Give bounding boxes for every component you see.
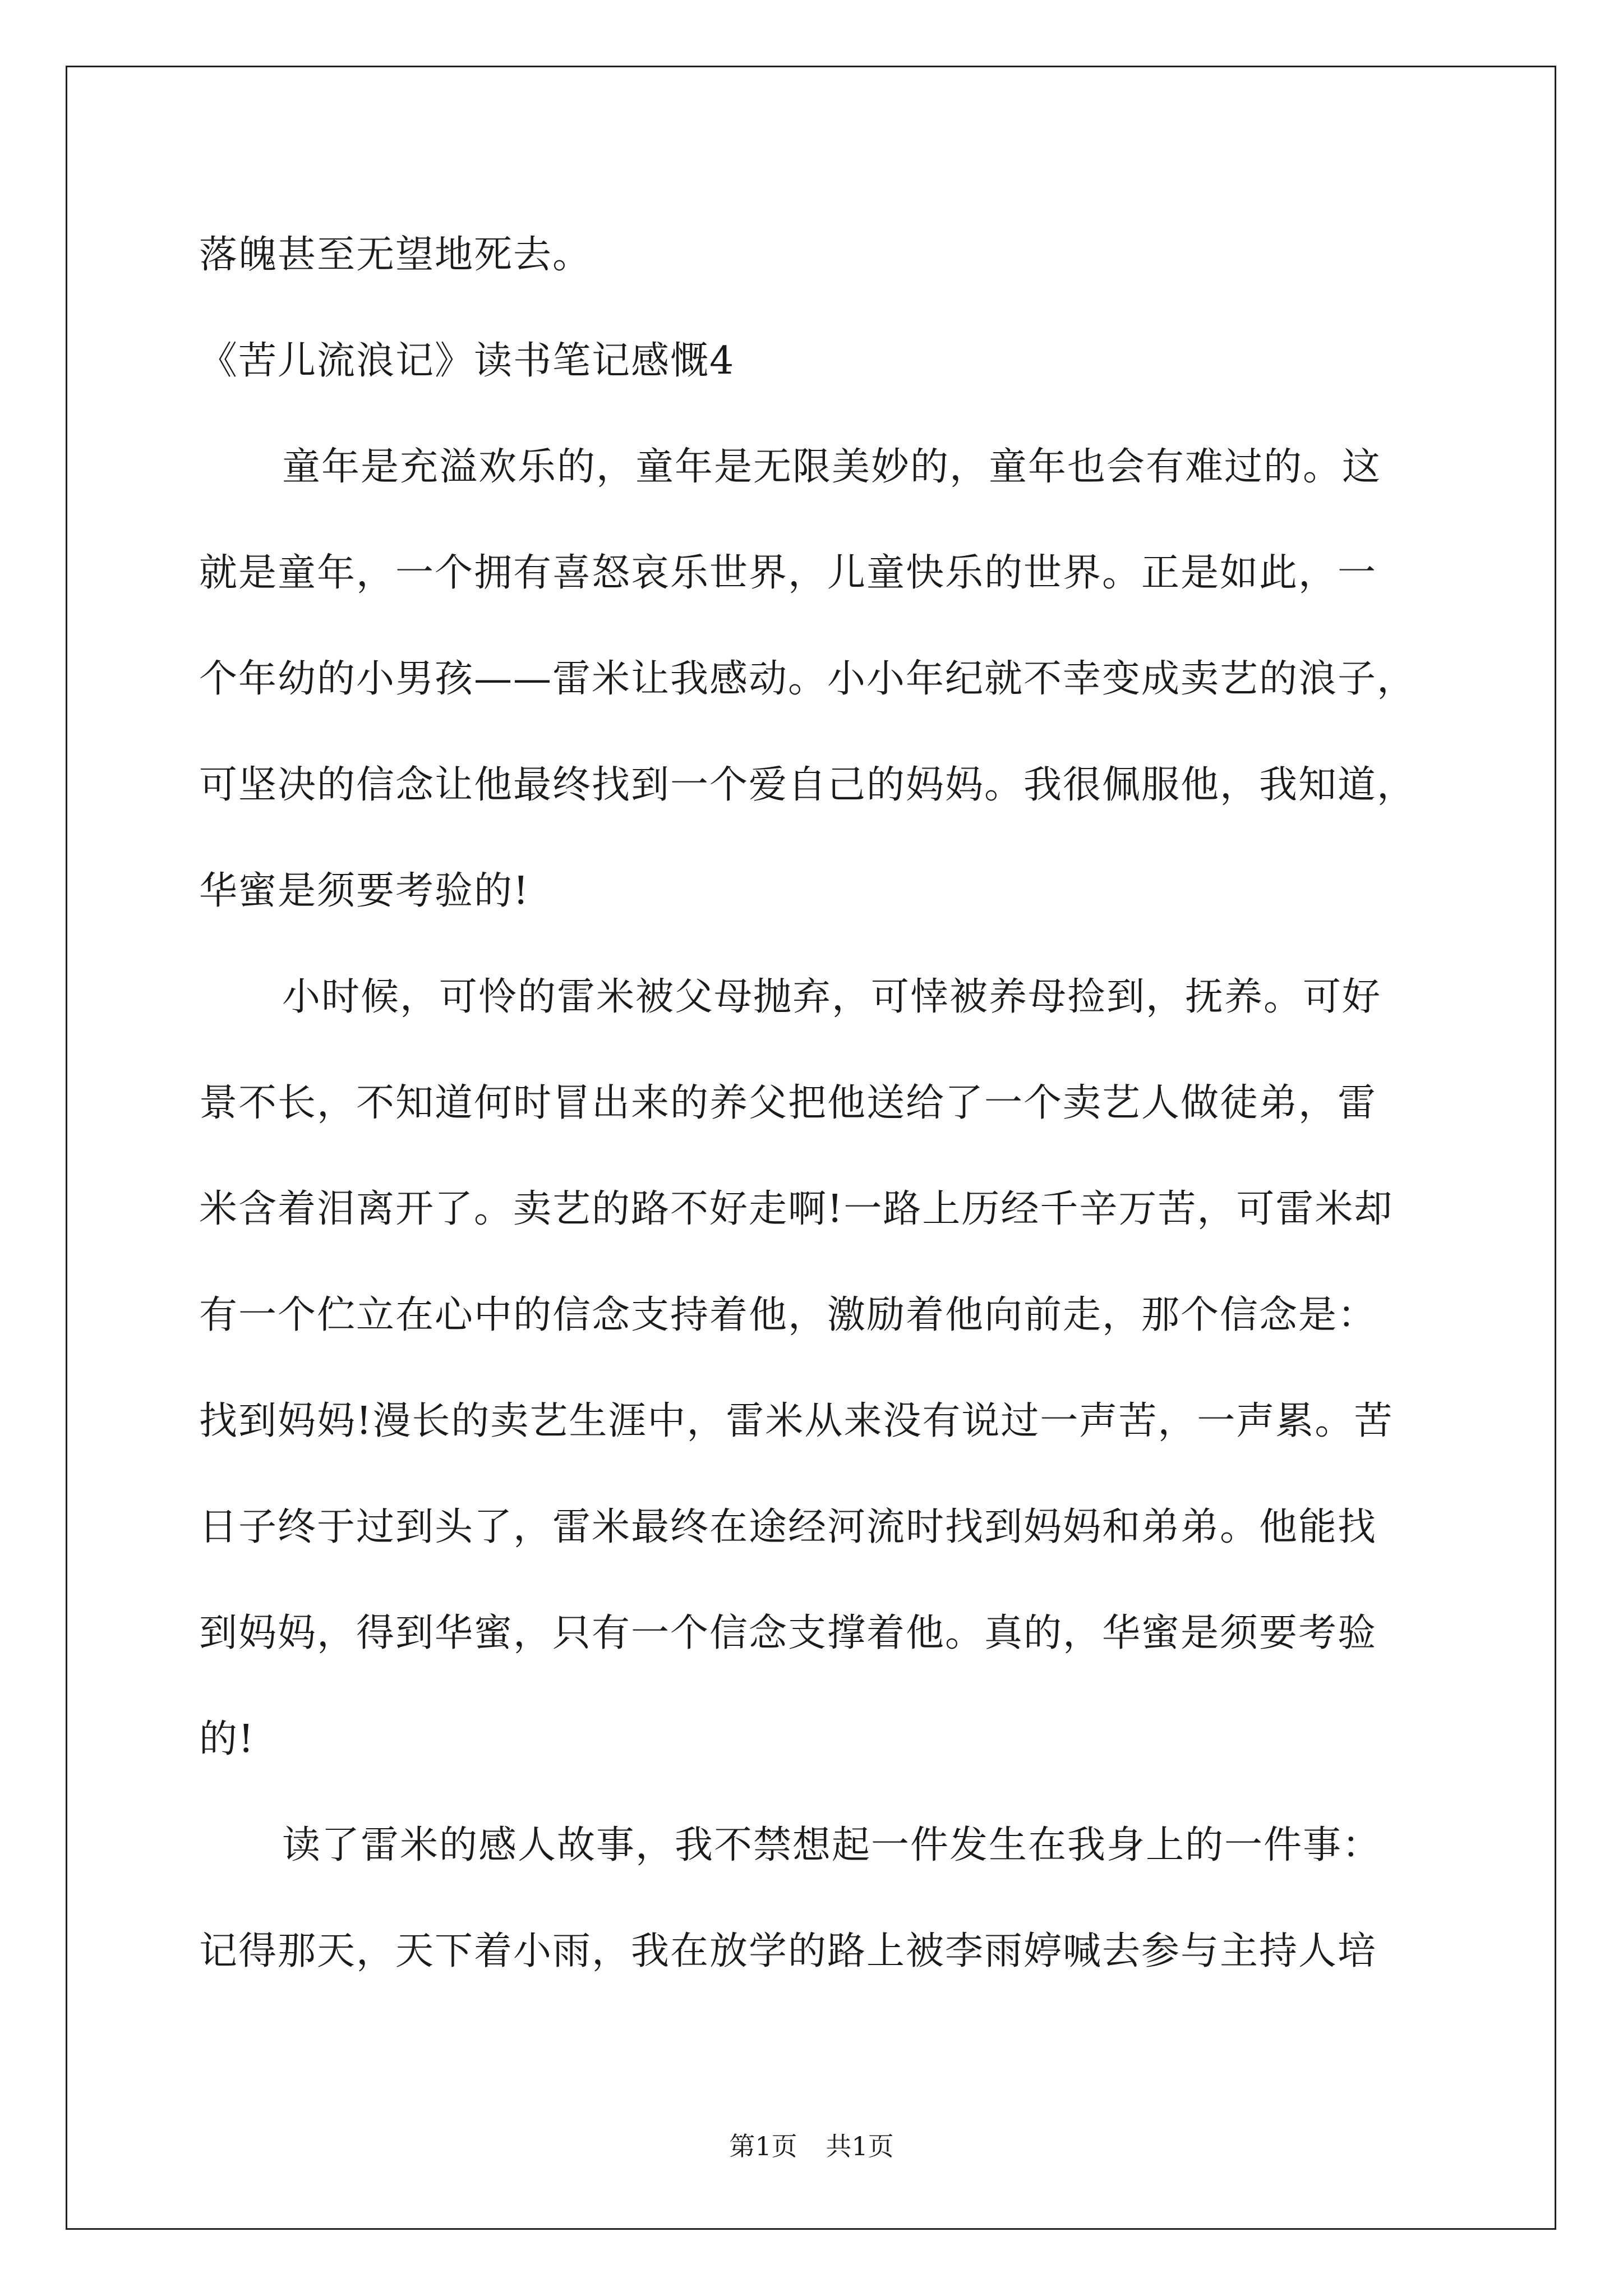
- section-title: 《苦儿流浪记》读书笔记感慨4: [199, 339, 735, 383]
- paragraph-line: 到妈妈，得到华蜜，只有一个信念支撑着他。真的，华蜜是须要考验: [199, 1611, 1377, 1655]
- text-line: 落魄甚至无望地死去。: [199, 233, 592, 277]
- page-footer: [0, 2126, 1623, 2163]
- paragraph-line: 的!: [199, 1717, 255, 1761]
- paragraph-line: 记得那天，天下着小雨，我在放学的路上被李雨婷喊去参与主持人培: [199, 1929, 1377, 1973]
- paragraph-line: 就是童年，一个拥有喜怒哀乐世界，儿童快乐的世界。正是如此，一: [199, 551, 1377, 595]
- document-body: [199, 202, 1433, 2004]
- paragraph-line: 景不长，不知道何时冒出来的养父把他送给了一个卖艺人做徒弟，雷: [199, 1081, 1377, 1125]
- page-total: 共1页: [826, 2131, 894, 2161]
- paragraph-line: 可坚决的信念让他最终找到一个爱自己的妈妈。我很佩服他，我知道，: [199, 763, 1417, 807]
- paragraph-line: 有一个伫立在心中的信念支持着他，激励着他向前走，那个信念是：: [199, 1293, 1377, 1337]
- paragraph-line: 米含着泪离开了。卖艺的路不好走啊!一路上历经千辛万苦，可雷米却: [199, 1187, 1394, 1231]
- paragraph-line: 找到妈妈!漫长的卖艺生涯中，雷米从来没有说过一声苦，一声累。苦: [199, 1399, 1394, 1443]
- page-number: 第1页: [729, 2131, 797, 2161]
- paragraph-line: 童年是充溢欢乐的，童年是无限美妙的，童年也会有难过的。这: [282, 445, 1382, 489]
- paragraph-line: 华蜜是须要考验的!: [199, 869, 530, 913]
- paragraph-line: 日子终于过到头了，雷米最终在途经河流时找到妈妈和弟弟。他能找: [199, 1505, 1377, 1549]
- paragraph-line: 小时候，可怜的雷米被父母抛弃，可悻被养母捡到，抚养。可好: [282, 975, 1382, 1019]
- paragraph-line: 个年幼的小男孩——雷米让我感动。小小年纪就不幸变成卖艺的浪子，: [199, 657, 1417, 701]
- paragraph-line: 读了雷米的感人故事，我不禁想起一件发生在我身上的一件事：: [282, 1823, 1382, 1867]
